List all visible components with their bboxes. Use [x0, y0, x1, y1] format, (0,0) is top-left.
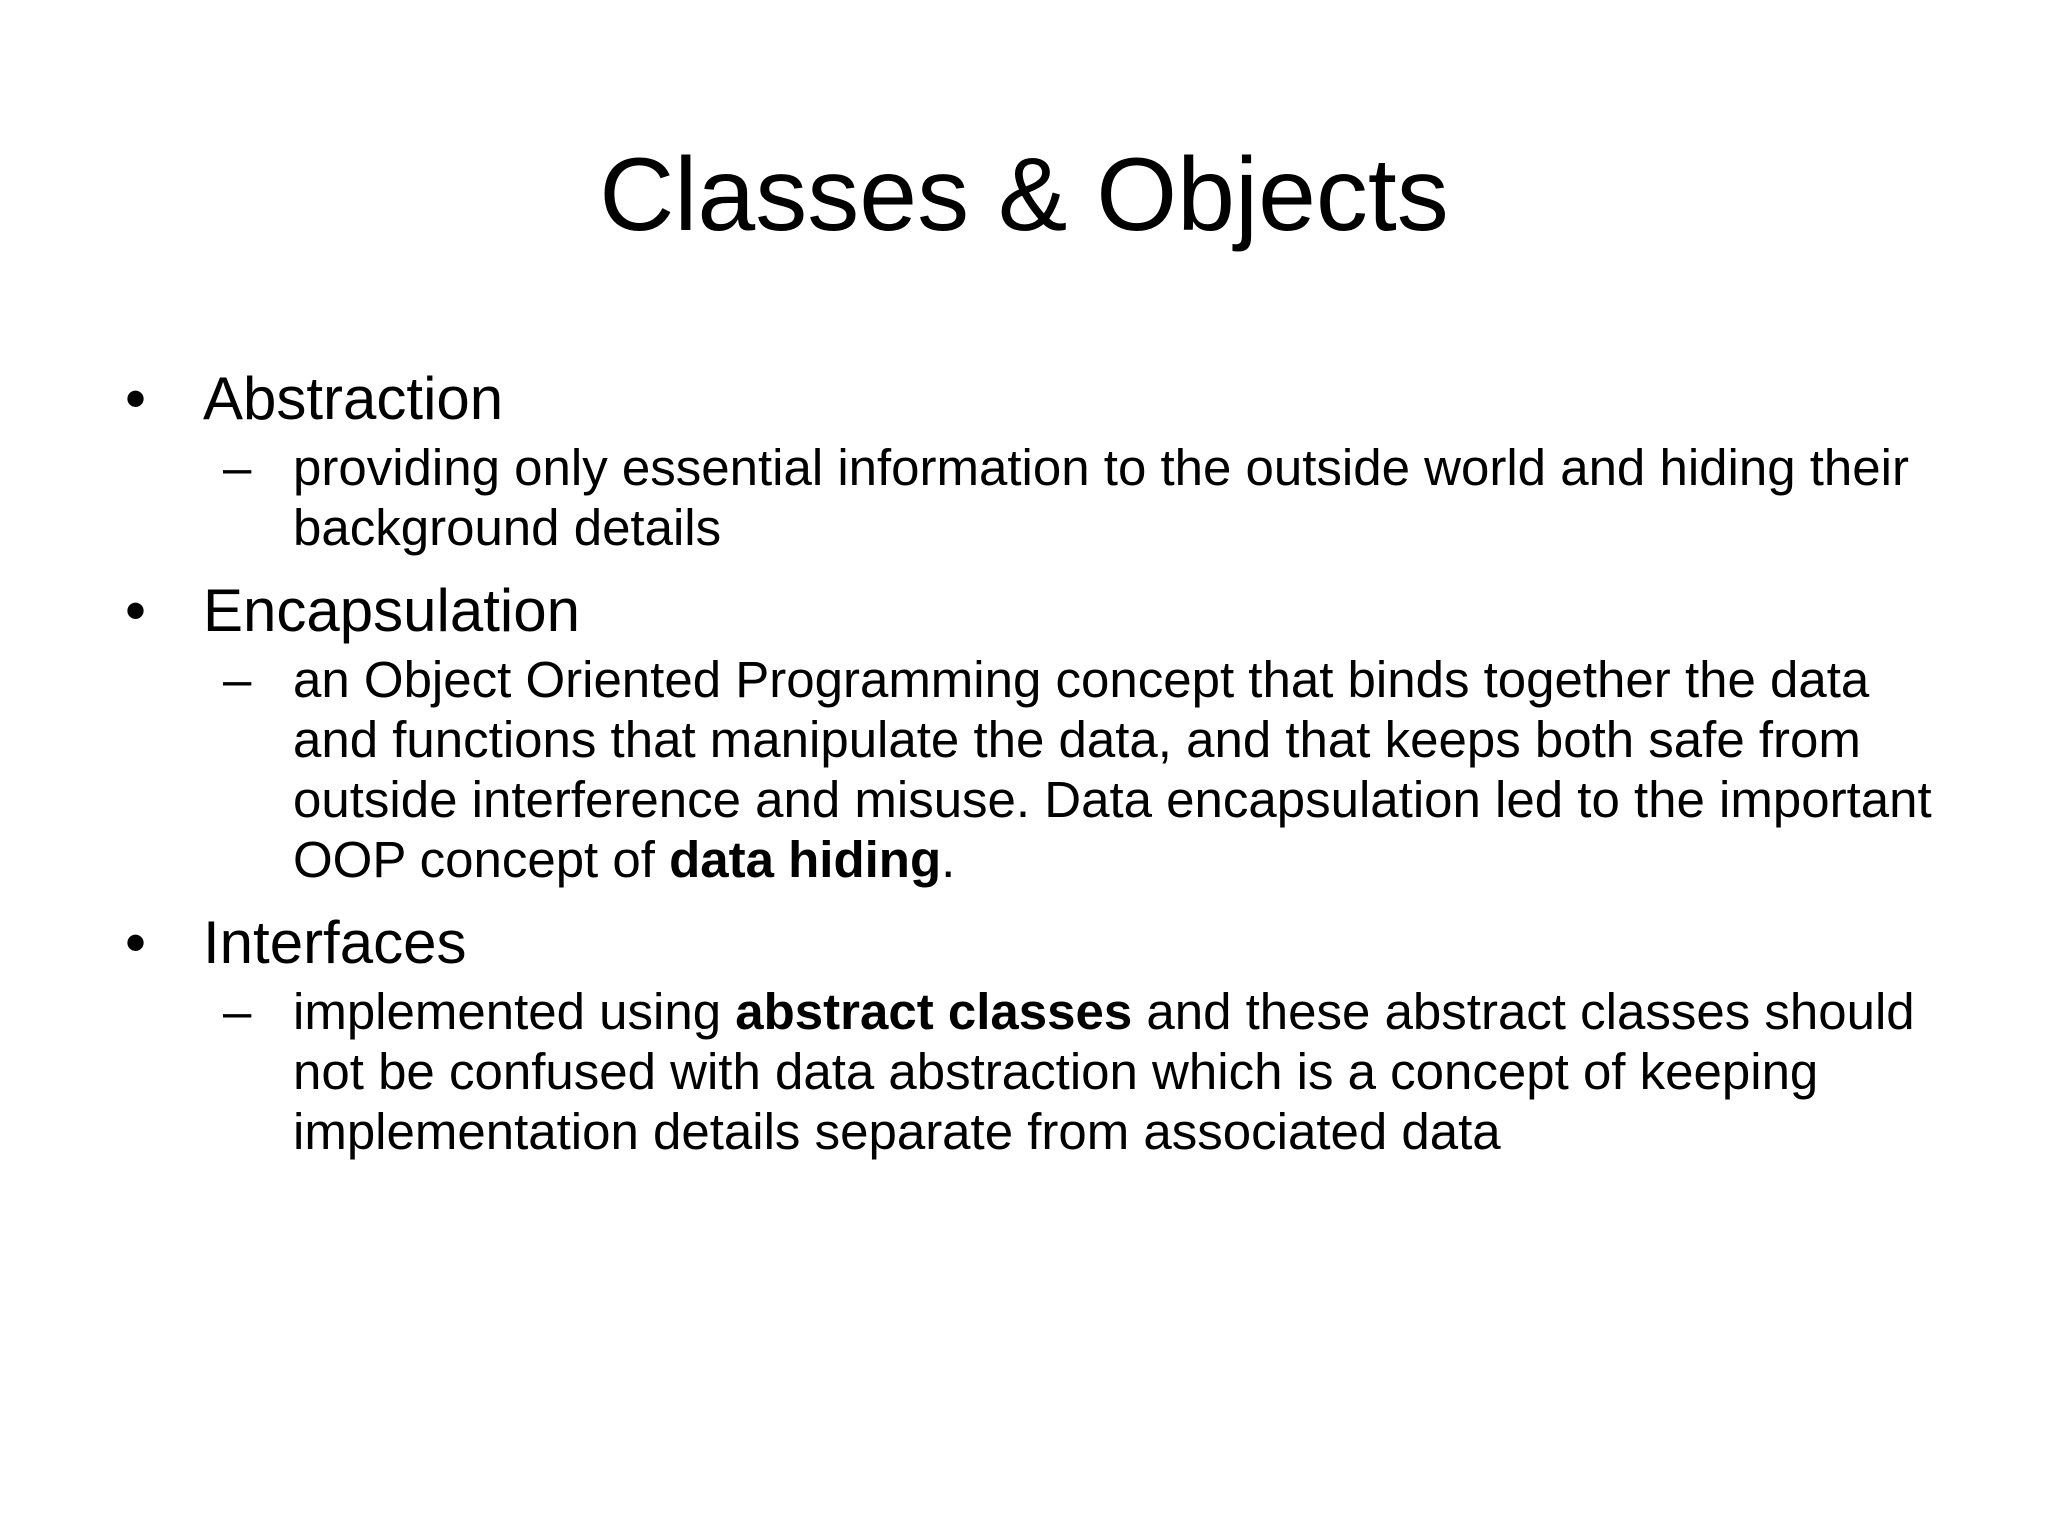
- bullet-heading: Encapsulation: [203, 577, 580, 644]
- bullet-interfaces: [125, 904, 1955, 982]
- sub-bullet-text: [293, 982, 1955, 1162]
- bullet-abstraction: [125, 360, 1955, 438]
- emphasis-data-hiding: data hiding: [669, 831, 942, 888]
- bullet-encapsulation: [125, 572, 1955, 650]
- dash-icon: –: [223, 983, 252, 1040]
- bullet-dot-icon: •: [125, 909, 147, 976]
- bullet-heading: Interfaces: [203, 909, 467, 976]
- dash-icon: –: [223, 439, 252, 496]
- sub-bullet-interfaces: [223, 982, 1955, 1162]
- sub-text-part: implemented using: [293, 983, 736, 1040]
- sub-text-part: .: [941, 831, 956, 888]
- sub-text-part: an Object Oriented Programming concept that binds together the data and functions that manipulate the data, and that keeps both safe from outside interference and misuse. Data encapsulation led to the important OOP concept of: [293, 651, 1932, 888]
- sub-bullet-encapsulation: [223, 650, 1955, 890]
- bullet-heading: Abstraction: [203, 365, 504, 432]
- emphasis-abstract-classes: abstract classes: [735, 983, 1133, 1040]
- slide-content: [125, 360, 1955, 1176]
- dash-icon: –: [223, 651, 252, 708]
- bullet-dot-icon: •: [125, 365, 147, 432]
- sub-text-part: and these abstract classes should not be confused with data abstraction which is a concept of keeping implementation details separate from associated data: [293, 983, 1915, 1160]
- sub-bullet-abstraction: [223, 438, 1955, 558]
- sub-bullet-text: [293, 438, 1955, 558]
- slide-title: Classes & Objects: [599, 137, 1449, 253]
- sub-bullet-text: [293, 650, 1955, 890]
- bullet-dot-icon: •: [125, 577, 147, 644]
- sub-text-part: providing only essential information to the outside world and hiding their background details: [293, 439, 1909, 556]
